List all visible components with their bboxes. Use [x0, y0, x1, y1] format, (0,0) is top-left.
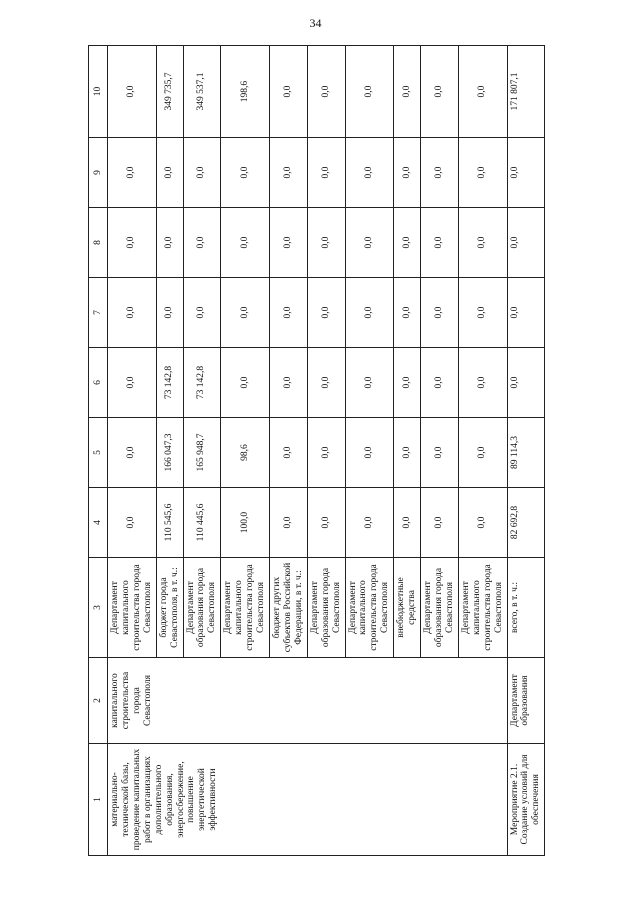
- page-number: 34: [309, 16, 322, 30]
- value-cell: 0,0: [108, 278, 157, 348]
- source-cell: Департамент образования города Севастополя: [183, 558, 221, 658]
- value-cell: 0,0: [345, 418, 394, 488]
- value-cell: 0,0: [394, 348, 421, 418]
- column-header: 9: [89, 138, 108, 208]
- value-cell: 0,0: [307, 418, 345, 488]
- value-cell: 0,0: [421, 138, 459, 208]
- value-cell: 89 114,3: [507, 418, 545, 488]
- value-cell: 0,0: [345, 488, 394, 558]
- budget-table: [88, 45, 545, 856]
- value-cell: 73 142,8: [156, 348, 183, 418]
- value-cell: 0,0: [108, 418, 157, 488]
- event-cell: материально-технической базы, проведение капитальных работ в организациях дополнительного образования, энергосбережение, повышение энергетической эффективности: [108, 744, 508, 856]
- value-cell: 0,0: [108, 46, 157, 138]
- table-row: [507, 46, 545, 856]
- value-cell: 198,6: [221, 46, 270, 138]
- value-cell: 110 445,6: [183, 488, 221, 558]
- value-cell: 0,0: [108, 348, 157, 418]
- value-cell: 0,0: [307, 348, 345, 418]
- value-cell: 0,0: [108, 208, 157, 278]
- column-header: 5: [89, 418, 108, 488]
- value-cell: 166 047,3: [156, 418, 183, 488]
- column-header: 6: [89, 348, 108, 418]
- value-cell: 0,0: [307, 488, 345, 558]
- source-cell: Департамент капитального строительства города Севастополя: [221, 558, 270, 658]
- source-cell: бюджет города Севастополя, в т. ч.:: [156, 558, 183, 658]
- value-cell: 0,0: [421, 278, 459, 348]
- value-cell: 0,0: [108, 488, 157, 558]
- column-header: 10: [89, 46, 108, 138]
- value-cell: 0,0: [345, 208, 394, 278]
- value-cell: 82 692,8: [507, 488, 545, 558]
- value-cell: 0,0: [307, 208, 345, 278]
- value-cell: 0,0: [394, 208, 421, 278]
- value-cell: 100,0: [221, 488, 270, 558]
- value-cell: 0,0: [345, 348, 394, 418]
- value-cell: 165 948,7: [183, 418, 221, 488]
- value-cell: 0,0: [421, 46, 459, 138]
- column-header: 2: [89, 658, 108, 744]
- value-cell: 171 807,1: [507, 46, 545, 138]
- value-cell: 0,0: [307, 138, 345, 208]
- source-cell: Департамент капитального строительства города Севастополя: [458, 558, 507, 658]
- source-cell: всего, в т. ч.:: [507, 558, 545, 658]
- value-cell: 0,0: [458, 208, 507, 278]
- value-cell: 0,0: [269, 208, 307, 278]
- value-cell: 0,0: [183, 278, 221, 348]
- value-cell: 0,0: [221, 278, 270, 348]
- source-cell: Департамент капитального строительства города Севастополя: [108, 558, 157, 658]
- value-cell: 0,0: [269, 348, 307, 418]
- value-cell: 0,0: [156, 208, 183, 278]
- value-cell: 0,0: [458, 278, 507, 348]
- value-cell: 0,0: [183, 208, 221, 278]
- rotated-table-container: [88, 46, 542, 856]
- value-cell: 0,0: [307, 46, 345, 138]
- value-cell: 0,0: [345, 278, 394, 348]
- value-cell: 73 142,8: [183, 348, 221, 418]
- executor-cell: капитального строительства города Севастополя: [108, 658, 508, 744]
- value-cell: 0,0: [458, 418, 507, 488]
- value-cell: 0,0: [156, 138, 183, 208]
- value-cell: 0,0: [394, 46, 421, 138]
- value-cell: 0,0: [269, 488, 307, 558]
- value-cell: 0,0: [269, 278, 307, 348]
- value-cell: 349 537,1: [183, 46, 221, 138]
- value-cell: 0,0: [394, 418, 421, 488]
- value-cell: 0,0: [458, 348, 507, 418]
- value-cell: 0,0: [421, 488, 459, 558]
- value-cell: 0,0: [421, 208, 459, 278]
- value-cell: 0,0: [394, 488, 421, 558]
- value-cell: 0,0: [507, 138, 545, 208]
- source-cell: внебюджетные средства: [394, 558, 421, 658]
- value-cell: 0,0: [269, 46, 307, 138]
- value-cell: 0,0: [221, 138, 270, 208]
- value-cell: 0,0: [156, 278, 183, 348]
- value-cell: 0,0: [421, 348, 459, 418]
- value-cell: 110 545,6: [156, 488, 183, 558]
- value-cell: 0,0: [345, 138, 394, 208]
- value-cell: 0,0: [507, 208, 545, 278]
- value-cell: 0,0: [421, 418, 459, 488]
- value-cell: 0,0: [183, 138, 221, 208]
- value-cell: 0,0: [221, 208, 270, 278]
- header-row: [89, 46, 108, 856]
- value-cell: 0,0: [221, 348, 270, 418]
- column-header: 3: [89, 558, 108, 658]
- table-row: [108, 46, 157, 856]
- source-cell: Департамент капитального строительства города Севастополя: [345, 558, 394, 658]
- column-header: 7: [89, 278, 108, 348]
- value-cell: 0,0: [269, 418, 307, 488]
- value-cell: 0,0: [394, 138, 421, 208]
- value-cell: 0,0: [269, 138, 307, 208]
- value-cell: 0,0: [108, 138, 157, 208]
- value-cell: 349 735,7: [156, 46, 183, 138]
- value-cell: 0,0: [394, 278, 421, 348]
- value-cell: 0,0: [458, 46, 507, 138]
- source-cell: бюджет других субъектов Российской Федерации, в т. ч.:: [269, 558, 307, 658]
- column-header: 8: [89, 208, 108, 278]
- executor-cell: Департамент образования: [507, 658, 545, 744]
- value-cell: 0,0: [507, 278, 545, 348]
- value-cell: 0,0: [307, 278, 345, 348]
- value-cell: 0,0: [458, 488, 507, 558]
- event-cell: Мероприятие 2.1. Создание условий для обеспечения: [507, 744, 545, 856]
- column-header: 4: [89, 488, 108, 558]
- value-cell: 0,0: [507, 348, 545, 418]
- column-header: 1: [89, 744, 108, 856]
- source-cell: Департамент образования города Севастополя: [307, 558, 345, 658]
- source-cell: Департамент образования города Севастополя: [421, 558, 459, 658]
- value-cell: 0,0: [458, 138, 507, 208]
- value-cell: 0,0: [345, 46, 394, 138]
- value-cell: 98,6: [221, 418, 270, 488]
